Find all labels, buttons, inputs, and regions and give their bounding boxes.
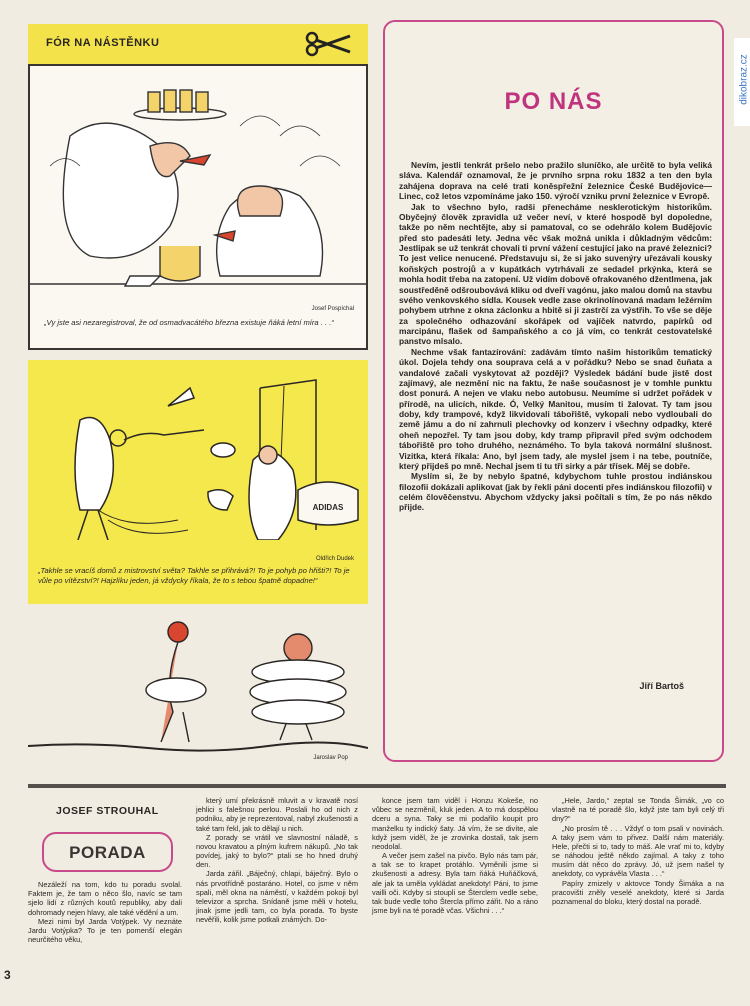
- story-column-4: [552, 796, 724, 906]
- story-paragraph: Papíry zmizely v aktovce Tondy Šimáka a na pracovišti zněly veselé anekdoty, které si Jarda poznamenal do bloku, který dostal na poradě.: [552, 878, 724, 906]
- story-paragraph: Z porady se vrátil ve slavnostní náladě, s novou kravatou a plným kufrem nákupů. „No tak povídej, jaký to bylo?“ ptali se ho hned druhý den.: [196, 832, 358, 870]
- story-title: PORADA: [69, 843, 146, 862]
- story-paragraph: „No prosím tě . . . Vždyť o tom psali v novinách. A taky jsem vám to přivez. Další nám materiály. Hele, přečti si to, tady to máš. Ale vrať mi to, kdyby se náhodou ještě někdo zajímal. A taky z toho musím dát něco do zprávy. Jó, už jsem našel ty anekdoty, co vyprávěla Vlasta . . .“: [552, 823, 724, 879]
- section-header: FÓR NA NÁSTĚNKU: [46, 37, 160, 49]
- story-column-3: [372, 796, 538, 915]
- page-number: 3: [4, 968, 11, 982]
- swim-rings-illustration: [28, 612, 368, 752]
- story-column-2: [196, 796, 358, 924]
- site-watermark: dikobraz.cz: [738, 54, 750, 105]
- site-watermark-tab: [734, 38, 750, 126]
- story-paragraph: Nezáleží na tom, kdo tu poradu svolal. Faktem je, že tam o něco šlo, navíc se tam sjelo lidí z různých koutů republiky, aby dali dohromady nejen hlavy, ale také vědění a um.: [28, 880, 182, 917]
- story-author: JOSEF STROUHAL: [56, 805, 159, 817]
- football-illustration: [28, 360, 368, 540]
- article-paragraph: Myslím si, že by nebylo špatné, kdybychom tuhle prostou indiánskou filozofii dokázali aplikovat (jak by řekli páni docenti přes indiánskou filozofii) v celém člověčenstvu. Abychom vždycky jaksi počítali s tím, že po nás někdo přijde.: [399, 471, 712, 513]
- cartoon-pub: [28, 64, 368, 350]
- cartoon-credit: Oldřich Dudek: [315, 556, 354, 562]
- story-paragraph: Mezi nimi byl Jarda Votýpek. Vy neznáte Jardu Votýpka? To je ten pomenší elegán neurčitého věku,: [28, 916, 182, 945]
- bag-label: ADIDAS: [312, 503, 344, 512]
- cartoon-swim-rings: [28, 612, 368, 766]
- story-paragraph: který umí překrásně mluvit a v kravatě nosí jehlici s falešnou perlou. Poslali ho od nich z podniku, aby je reprezentoval, nabyl zkušenosti a také tam řekl, jak to dělají u nich.: [196, 796, 358, 833]
- scissors-icon: [304, 30, 354, 58]
- section-header-bar: [28, 24, 368, 64]
- article-paragraph: Nevím, jestli tenkrát pršelo nebo pražilo sluníčko, ale určitě to byla veliká sláva. Kalendář oznamoval, že je prvního srpna roku 1832 a ten den byla zahájena doprava na celé trati koněspřežní železnice České Budějovice—Linec, což letos vzpomínáme jako 150. výročí vzniku první železnice v Evropě.: [399, 160, 712, 202]
- story-title-box: [42, 832, 173, 872]
- cartoon-caption: „Vy jste asi nezaregistroval, že od osmadvacátého března existuje ňáká letní míra . . .“: [44, 318, 334, 327]
- cartoon-football: [28, 360, 368, 604]
- cartoon-caption: „Takhle se vracíš domů z mistrovství světa? Takhle se přihrává?! To je pohyb po hřišti?! To je vůle po vítězství?! Hajzlíku jeden, já vždycky říkala, že to s tebou špatně dopadne!“: [38, 566, 350, 585]
- story-paragraph: konce jsem tam viděl i Honzu Kokeše, no vůbec se nezměnil, kluk jeden. A to má dospělou dceru a syna. Taky se mi podařilo koupit pro manželku ty indický šaty. Já vím, že se divíte, ale když jsem viděl, že je zrovinka dostali, tak jsem neodolal.: [372, 796, 538, 851]
- story-paragraph: „Hele, Jardo,“ zeptal se Tonda Šimák, „vo co vlastně na té poradě šlo, když jste tam byli celý tři dny?“: [552, 796, 724, 824]
- divider-rule: [28, 784, 726, 788]
- story-column-1: [28, 880, 182, 944]
- article-body: [399, 160, 712, 513]
- article-paragraph: Nechme však fantazírování: zadávám tímto našim historikům tematický úkol. Dojela tehdy ona souprava celá a v pořádku? Nebo se snad čuňata a vandalové začali vyskytovat až později? Výsledek bádání bude jistě dost zajímavý, ale nezmění nic na faktu, že naše současnost je v tomhle punktu dost ponurá. A nejen ve vlaku nebo autobusu. Neumíme si udržet pořádek v přírodě, na ulicích, nikde. Ó, Velký Manitou, musím ti žalovat. Ty tam jsou doby, kdy trampové, když likvidovali tábořiště, vykopali nebo vydloubali do země jámu a do ní zahrnuli plechovky od konzerv i všechny odpadky, které oheň nepozřel. Ty tam jsou doby, kdy tramp připravil před svým odchodem tábořiště pro toho druhého, neznámého. To byla taková normální slušnost. Vizitka, která říkala: Ano, byl jsem tady, ale myslel jsem i na tebe, poutníče, který přijdeš po mně. Nechal jsem ti tu tři sirky a pár třísek. Měj se dobře.: [399, 346, 712, 471]
- cartoon-credit: Jaroslav Pop: [313, 755, 348, 761]
- article-author: Jiří Bartoš: [639, 681, 684, 691]
- article-title: PO NÁS: [504, 88, 603, 115]
- story-paragraph: A večer jsem zašel na pivčo. Bylo nás tam pár, a tak se to krapet protáhlo. Vyměnili jsme si zkušenosti a adresy. Byla tam ňáká Huňáčková, ale jak ta uměla vykládat anekdoty! Páni, to jsme vailli oči. Kdyby si stoupli se Šterclem vedle sebe, tak bude vedle toho Štercla přímo zářit. No a ráno jsme byli na té poradě včas. Všichni . . .“: [372, 851, 538, 916]
- article-paragraph: Jak to všechno bylo, radši přenecháme nesklerotickým historikům. Obyčejný člověk zpravidla už večer neví, v které hospodě byl dopoledne, takže po něm nechtějte, aby si pamatoval, co se odehrálo kolem Budějovic před sto padesáti lety. Jedna věc však možná unikla i důkladným vědcům: Jestlipak se už tenkrát chovali ti první vážení cestující jako na pravé železnici? To jest velice nenucené. Představuju si, že si jako suvenýry uřezávali kousky koňských postrojů a v kupátkách vytrhávali ze sedadel prkýnka, která se mohla hodit třeba na zatopení. Už vidím dobově ofrakovaného džentlmena, jak soustředěně odšroubovává kliku od dveří vagónu, jako malou domů na stavbu svého venkovského sídla. Kousek vedle zase okrinolínovaná madam ležérním pohybem utrhne z okna záclonku a hbitě si ji zastrčí za výstřih. To vše se děje za společného odhazování skořápek od vajíček natvrdo, papírků od marcipánu, flašek od šampaňského a co já vím, co tenkrát cestovatelské panstvo mlsalo.: [399, 201, 712, 347]
- story-paragraph: Jarda zářil. „Báječný, chlapi, báječný. Bylo o nás prvotřídně postaráno. Hotel, co jsme v něm spali, měl okna na náměstí, v každém pokoji byl televizor a sprcha. Snídaně jsme měli v hotelu, jinak jsme jedli tam, co byla porada. To byste nevěřili, kolik jsme potkali známých. Do-: [196, 869, 358, 925]
- article-po-nas: [383, 20, 724, 762]
- cartoon-credit: Josef Pospíchal: [311, 306, 354, 312]
- pub-illustration: [30, 66, 366, 298]
